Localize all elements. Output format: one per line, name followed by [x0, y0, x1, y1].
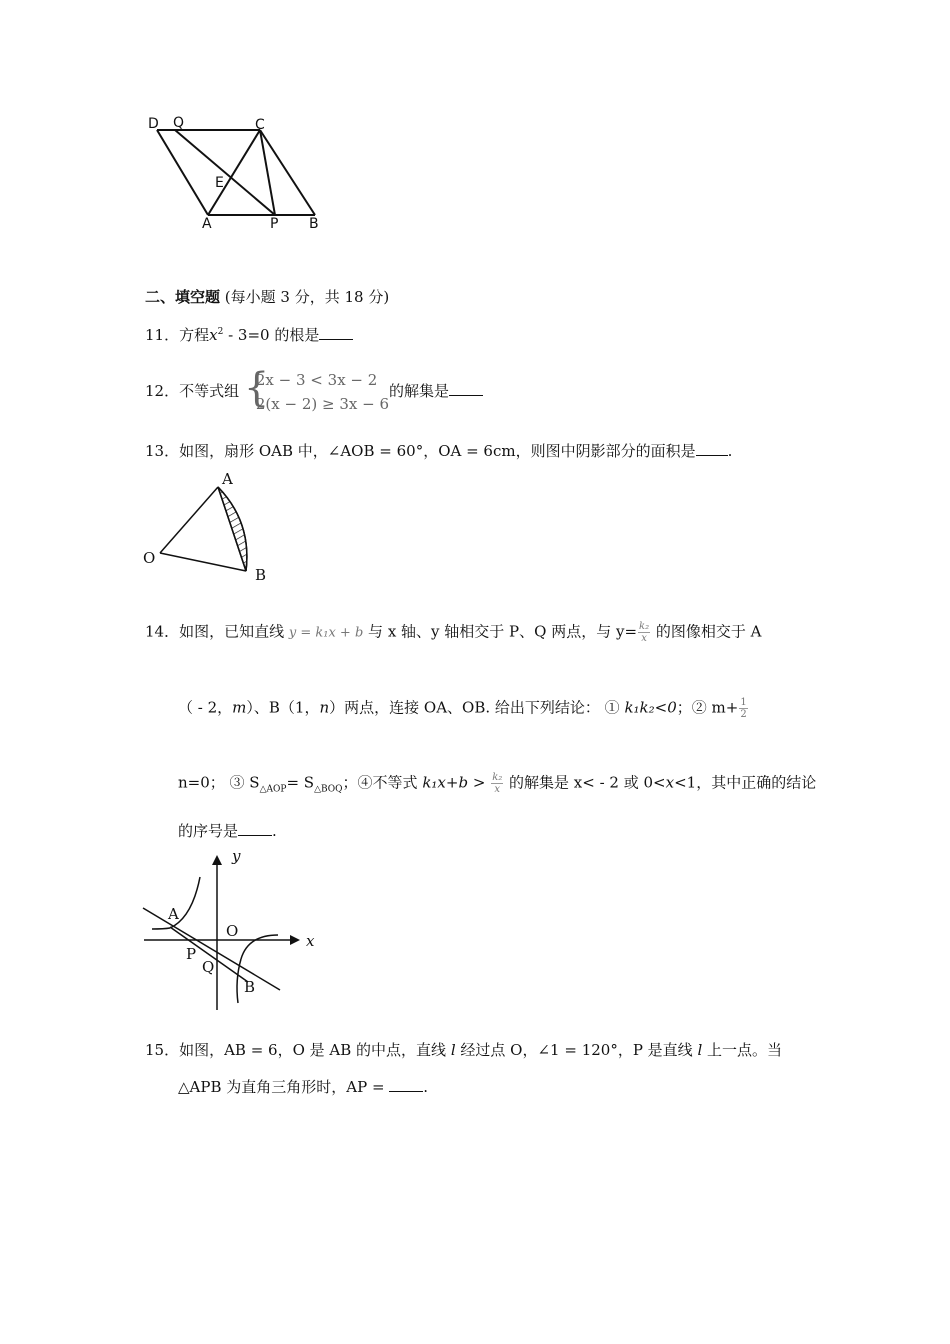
label-O: O: [143, 549, 156, 567]
q11-variable: x: [209, 326, 218, 344]
q14-n: n: [319, 698, 330, 717]
q14-text-c: 的图像相交于 A: [651, 622, 762, 641]
axis-x-label: x: [306, 932, 315, 950]
question-12: [145, 366, 483, 416]
inequality-row-2: 2(x − 2) ≥ 3x − 6: [255, 395, 390, 413]
question-15-line-1: [145, 1040, 782, 1060]
q14-sub-aop: △AOP: [259, 784, 287, 795]
q14-l3-c: ；④不等式: [342, 773, 423, 792]
q14-inequality-left: k₁x+b >: [422, 773, 486, 792]
q15-line-l-2: l: [697, 1041, 703, 1059]
q14-k1k2: k₁k₂<0: [624, 698, 677, 717]
q14-l4: 的序号是: [178, 822, 239, 840]
q14-number: 14．: [145, 622, 180, 641]
q14-l3-b: = S: [286, 773, 315, 792]
q14-l2-c: ）两点，连接 OA、OB. 给出下列结论： ①: [329, 698, 625, 717]
question-14-line-3: [178, 772, 816, 800]
q14-l2-a: （ - 2，: [178, 698, 233, 717]
q13-number: 13．: [145, 442, 180, 460]
label-Q: Q: [173, 115, 185, 131]
q13-text: 如图，扇形 OAB 中，∠AOB = 60°，OA = 6cm，则图中阴影部分的面积是: [179, 442, 696, 460]
q14-sub-boq: △BOQ: [314, 784, 343, 795]
q11-text: 方程: [179, 326, 210, 344]
half-numerator: 1: [740, 697, 747, 708]
q14-l3-e: <1，其中正确的结论: [674, 773, 817, 792]
q11-exponent: 2: [217, 327, 224, 337]
label-B: B: [244, 978, 256, 996]
q12-text2: 的解集是: [389, 382, 450, 400]
q15-l2: △APB 为直角三角形时，AP =: [178, 1078, 385, 1096]
half-denominator: 2: [740, 709, 747, 720]
q15-line-l: l: [450, 1041, 456, 1059]
q15-text-c: 上一点。当: [702, 1041, 783, 1059]
question-11: [145, 322, 353, 345]
label-C: C: [255, 117, 265, 133]
fraction-k2-over-x-2: [491, 772, 503, 795]
label-P: P: [186, 945, 197, 963]
label-D: D: [148, 116, 159, 132]
q14-answer-blank[interactable]: [238, 821, 272, 836]
q11-number: 11．: [145, 326, 180, 344]
q14-l3-a: n=0； ③ S: [178, 773, 260, 792]
q14-text-b: 与 x 轴、y 轴相交于 P、Q 两点，与 y=: [363, 622, 638, 641]
q12-number: 12．: [145, 382, 180, 400]
label-A: A: [222, 470, 233, 488]
q12-answer-blank[interactable]: [449, 381, 483, 396]
question-14-line-4: [178, 821, 277, 841]
q14-end: .: [272, 822, 277, 840]
section-title: [145, 287, 389, 307]
label-Q: Q: [202, 958, 215, 976]
q15-text-a: 如图，AB = 6，O 是 AB 的中点，直线: [179, 1041, 451, 1059]
q14-m: m: [232, 698, 247, 717]
q14-l2-d: ；② m+: [676, 698, 739, 717]
q11-answer-blank[interactable]: [319, 325, 353, 340]
q14-l2-b: ）、B（1，: [246, 698, 320, 717]
q14-line-equation: y = k₁x + b: [288, 625, 364, 641]
sector-figure: [140, 470, 280, 585]
q13-answer-blank[interactable]: [696, 441, 728, 456]
fraction-k2-over-x: [638, 621, 650, 644]
q11-text2: - 3=0 的根是: [223, 326, 320, 344]
label-P: P: [270, 216, 279, 232]
q15-number: 15．: [145, 1041, 180, 1059]
q13-end: .: [727, 442, 733, 460]
label-E: E: [215, 175, 224, 191]
q12-text: 不等式组: [179, 382, 240, 400]
q15-text-b: 经过点 O，∠1 = 120°，P 是直线: [455, 1041, 698, 1059]
frac-numerator: k₂: [639, 621, 650, 632]
hyperbola-figure: [140, 845, 330, 1015]
frac2-denominator: x: [494, 784, 501, 795]
label-A: A: [202, 216, 212, 232]
section-heading: 二、填空题: [145, 288, 221, 306]
q14-l3-d: 的解集是 x< - 2 或 0<: [504, 773, 666, 792]
inequality-row-1: 2x − 3 < 3x − 2: [255, 371, 378, 389]
label-O: O: [226, 922, 239, 940]
label-B: B: [309, 216, 319, 232]
axis-y-label: y: [232, 847, 241, 865]
parallelogram-figure: [140, 110, 340, 240]
q15-answer-blank[interactable]: [389, 1077, 423, 1092]
inequality-system: [243, 365, 390, 416]
question-14-line-2: [178, 697, 749, 720]
question-13: [145, 441, 732, 461]
frac-denominator: x: [641, 633, 647, 644]
label-A: A: [168, 905, 179, 923]
q14-text-a: 如图，已知直线: [179, 622, 289, 641]
frac2-numerator: k₂: [492, 772, 503, 783]
question-14-line-1: [145, 621, 761, 644]
section-note: (每小题 3 分，共 18 分): [224, 288, 390, 306]
fraction-one-half: [739, 697, 747, 720]
q15-end: .: [423, 1078, 429, 1096]
question-15-line-2: [178, 1077, 428, 1097]
label-B: B: [255, 566, 267, 584]
q14-l3-x: x: [665, 773, 675, 792]
brace-icon: {: [243, 365, 270, 411]
